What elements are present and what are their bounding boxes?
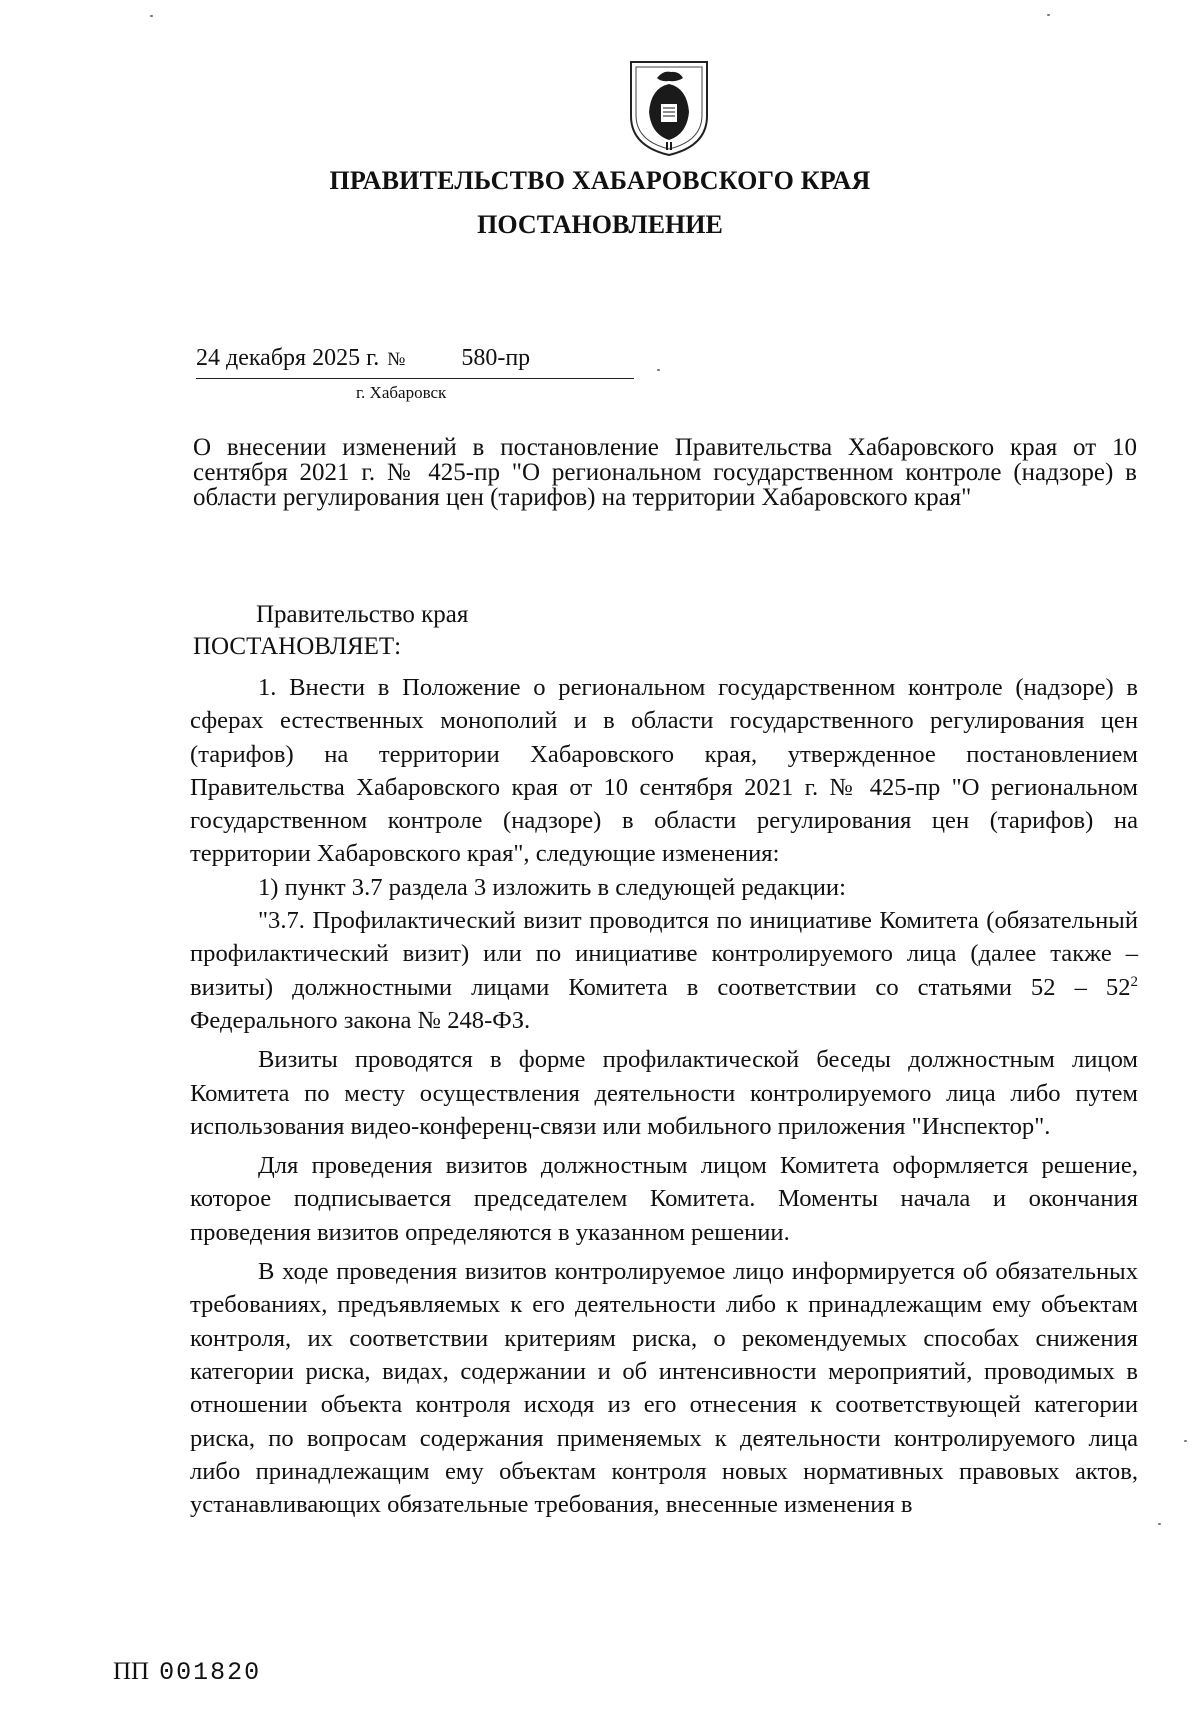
document-city: г. Хабаровск — [356, 383, 447, 402]
requisites-underline — [196, 378, 634, 379]
document-number: 580-пр — [461, 345, 531, 371]
form-serial-number — [113, 1658, 261, 1687]
organization-title: ПРАВИТЕЛЬСТВО ХАБАРОВСКОГО КРАЯ — [329, 166, 871, 195]
document-requisites — [196, 345, 530, 372]
number-sign: № — [387, 349, 406, 370]
preamble-authority: Правительство края — [256, 601, 469, 628]
coat-of-arms-emblem — [627, 58, 711, 158]
document-date: 24 декабря 2025 г. — [196, 345, 380, 371]
scan-speck — [1184, 1440, 1187, 1442]
superscript-index: 2 — [1130, 973, 1138, 990]
scan-speck — [1158, 1523, 1161, 1525]
document-type-title: ПОСТАНОВЛЕНИЕ — [477, 210, 723, 239]
paragraph-3-tail: Федерального закона № 248-ФЗ. — [190, 1006, 531, 1034]
preamble-resolves: ПОСТАНОВЛЯЕТ: — [193, 633, 402, 660]
paragraph-6: В ходе проведения визитов контролируемое лицо информируется об обязательных требованиях, предъявляемых к его деятельности либо к принадлежащим ему объектам контроля, их соответствии критериям риска, о рекомендуемых способах снижения категории риска, видах, содержании и об интенсивности мероприятий, проводимых в отношении объекта контроля исходя из его отнесения к соответствующей категории риска, по вопросам содержания применяемых к деятельности контролируемого лица либо принадлежащим ему объектам контроля новых нормативных правовых актов, устанавливающих обязательные требования, внесенные изменения в — [190, 1258, 1138, 1519]
scan-speck — [657, 369, 660, 371]
paragraph-2: 1) пункт 3.7 раздела 3 изложить в следующей редакции: — [258, 873, 846, 901]
form-serial: 001820 — [159, 1658, 262, 1687]
paragraph-1: 1. Внести в Положение о региональном государственном контроле (надзоре) в сферах естественных монополий и в области государственного регулирования цен (тарифов) на территории Хабаровского края, утвержденное постановлением Правительства Хабаровского края от 10 сентября 2021 г. № 425-пр "О региональном государственном контроле (надзоре) в области регулирования цен (тарифов) на территории Хабаровского края", следующие изменения: — [190, 674, 1138, 868]
paragraph-3 — [190, 904, 1138, 1037]
document-body — [190, 671, 1138, 1521]
document-subject: О внесении изменений в постановление Правительства Хабаровского края от 10 сентября 2021 г. № 425-пр "О региональном государственном контроле (надзоре) в области регулирования цен (тарифов) на территории Хабаровского края" — [193, 434, 1137, 511]
scan-speck — [150, 15, 153, 17]
paragraph-4: Визиты проводятся в форме профилактической беседы должностным лицом Комитета по месту осуществления деятельности контролируемого лица либо путем использования видео-конференц-связи или мобильного приложения "Инспектор". — [190, 1046, 1138, 1140]
paragraph-3-text: "3.7. Профилактический визит проводится по инициативе Комитета (обязательный профилактический визит) или по инициативе контролируемого лица (далее также – визиты) должностными лицами Комитета в соответствии со статьями 52 – 52 — [190, 907, 1138, 1001]
scan-speck — [1047, 14, 1050, 16]
form-series: ПП — [113, 1658, 150, 1685]
paragraph-5: Для проведения визитов должностным лицом Комитета оформляется решение, которое подписывается председателем Комитета. Моменты начала и окончания проведения визитов определяются в указанном решении. — [190, 1152, 1138, 1246]
